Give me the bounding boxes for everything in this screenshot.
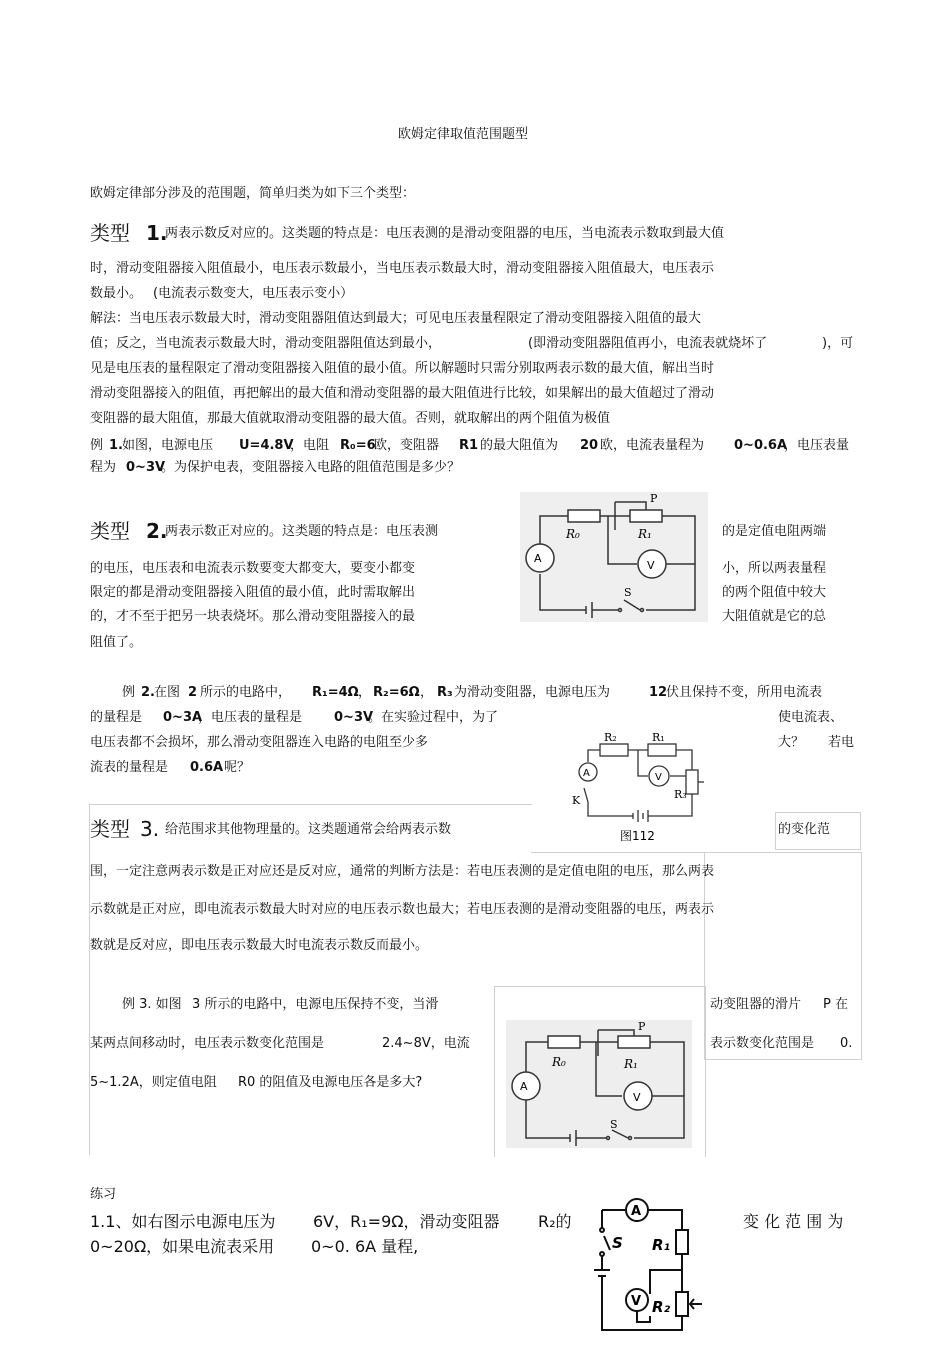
type1-line1: 两表示数反对应的。这类题的特点是：电压表测的是滑动变阻器的电压，当电流表示数取到最大值 xyxy=(165,226,725,241)
type1-line6: 见是电压表的量程限定了滑动变阻器接入阻值的最小值。所以解题时只需分别取两表示数的最大值，解出当时 xyxy=(90,361,715,376)
type1-ex2-a: 程为 xyxy=(90,460,117,475)
practice-line1b: 6V，R₁=9Ω，滑动变阻器 xyxy=(313,1212,500,1231)
type2-ex-l: 12 xyxy=(649,685,668,700)
type1-line3b: (电流表示数变大，电压表示变小） xyxy=(153,286,354,301)
type3-ex1a: 例 3. 如图 xyxy=(122,997,182,1012)
type2-line4b: 大阻值就是它的总 xyxy=(722,609,827,624)
type2-label: 类型 xyxy=(90,519,130,543)
type2-ex2-b: 0~3A xyxy=(163,710,203,725)
type2-line5: 阻值了。 xyxy=(90,635,143,650)
type2-ex-d: 2 xyxy=(188,685,198,700)
type1-ex-b: 1. xyxy=(109,438,123,453)
fig2-switch-label: K xyxy=(572,794,581,807)
fig3-p-label: P xyxy=(638,1020,646,1033)
type1-ex-e: ，电阻 xyxy=(290,438,330,453)
type1-ex-h: R1 xyxy=(459,438,479,453)
type2-line2b: 小，所以两表量程 xyxy=(722,561,827,576)
type1-ex-d: U=4.8V xyxy=(239,438,294,453)
type1-ex-a: 例 xyxy=(90,438,104,453)
type1-ex-m: ，电压表量 xyxy=(784,438,850,453)
fig2-ammeter-label: A xyxy=(583,768,590,779)
fig4-ammeter-label: A xyxy=(631,1204,642,1219)
type2-ex4-c: 呢？ xyxy=(224,760,251,775)
type3-line3: 示数就是正对应，即电流表示数最大时对应的电压表示数也最大；若电压表测的是滑动变阻器的电压，两表示 xyxy=(90,902,715,917)
type2-line3b: 的两个阻值中较大 xyxy=(722,585,827,600)
fig1-r0-label: R₀ xyxy=(566,527,580,541)
type1-line2: 时，滑动变阻器接入阻值最小，电压表示数最小，当电压表示数最大时，滑动变阻器接入阻值最大，电压表示 xyxy=(90,261,715,276)
type2-ex3-c: 若电 xyxy=(828,735,855,750)
circuit-figure-1 xyxy=(520,492,708,622)
practice-line1d: 变 化 范 围 为 xyxy=(743,1212,844,1231)
type2-ex4-b: 0.6A xyxy=(190,760,224,775)
type1-ex2-b: 0~3V xyxy=(126,460,166,475)
type3-num: 3. xyxy=(140,817,160,841)
fig4-switch-label: S xyxy=(612,1234,623,1252)
type3-ex3a: 5~1.2A，则定值电阻 xyxy=(90,1075,217,1090)
type1-ex-g: 欧，变阻器 xyxy=(374,438,440,453)
type2-ex3-a: 电压表都不会损坏，那么滑动变阻器连入电路的电阻至少多 xyxy=(90,735,429,750)
practice-line2a: 0~20Ω，如果电流表采用 xyxy=(90,1237,275,1256)
type2-line3a: 限定的都是滑动变阻器接入阻值的最小值，此时需取解出 xyxy=(90,585,416,600)
type3-ex2b: 2.4~8V，电流 xyxy=(382,1036,470,1051)
type2-ex-f: R₁=4Ω xyxy=(312,685,359,700)
type2-ex2-a: 的量程是 xyxy=(90,710,143,725)
type3-line1b: 的变化范 xyxy=(778,822,831,837)
type3-line1a: 给范围求其他物理量的。这类题通常会给两表示数 xyxy=(165,822,452,837)
type3-ex2d: 0. xyxy=(840,1036,853,1051)
fig4-r2-label: R₂ xyxy=(652,1298,671,1316)
fig1-voltmeter-label: V xyxy=(647,559,655,572)
type1-ex-j: 20 xyxy=(580,438,599,453)
type2-line1b: 的是定值电阻两端 xyxy=(722,524,827,539)
type2-ex-h: R₂=6Ω xyxy=(373,685,420,700)
type2-ex-g: ， xyxy=(358,685,372,700)
type3-line4: 数就是反对应，即电压表示数最大时电流表示数反而最小。 xyxy=(90,938,429,953)
type2-num: 2. xyxy=(146,519,168,543)
type2-ex-i: ， xyxy=(420,685,434,700)
type1-ex-c: 如图，电源电压 xyxy=(122,438,214,453)
type2-ex2-d: 0~3V xyxy=(334,710,374,725)
type1-ex-k: 欧，电流表量程为 xyxy=(600,438,705,453)
type2-ex2-c: ，电压表的量程是 xyxy=(198,710,303,725)
circuit-figure-2 xyxy=(568,728,718,846)
practice-line1a: 1.1、如右图示电源电压为 xyxy=(90,1212,276,1231)
fig2-r2-label: R₂ xyxy=(604,731,617,744)
fig1-ammeter-label: A xyxy=(534,552,542,565)
type1-ex-f: R₀=6 xyxy=(340,438,376,453)
type2-line2a: 的电压，电压表和电流表示数要变大都变大，要变小都变 xyxy=(90,561,416,576)
type1-ex-i: 的最大阻值为 xyxy=(480,438,559,453)
fig1-switch-label: S xyxy=(624,586,632,599)
type3-ex1c: 动变阻器的滑片 xyxy=(710,997,802,1012)
type2-ex-k: 为滑动变阻器，电源电压为 xyxy=(454,685,611,700)
type1-line3a: 数最小。 xyxy=(90,286,143,301)
type1-line8: 变阻器的最大阻值，那最大值就取滑动变阻器的最大值。否则，就取解出的两个阻值为极值 xyxy=(90,411,611,426)
type2-ex-c: 在图 xyxy=(154,685,181,700)
type1-line5a: 值；反之，当电流表示数最大时，滑动变阻器阻值达到最小， xyxy=(90,336,442,351)
type2-line4a: 的，才不至于把另一块表烧坏。那么滑动变阻器接入的最 xyxy=(90,609,416,624)
fig1-p-label: P xyxy=(650,492,658,505)
type2-ex-j: R₃ xyxy=(437,685,453,700)
practice-heading: 练习 xyxy=(90,1187,117,1202)
circuit-figure-4 xyxy=(590,1196,720,1336)
type1-line5c: )，可 xyxy=(822,336,854,351)
type1-ex-l: 0~0.6A xyxy=(734,438,788,453)
practice-line1c: R₂的 xyxy=(538,1212,572,1231)
type1-line5b: (即滑动变阻器阻值再小，电流表就烧坏了 xyxy=(528,336,768,351)
type2-ex2-f: 使电流表、 xyxy=(778,710,844,725)
fig4-r1-label: R₁ xyxy=(652,1236,671,1254)
type3-label: 类型 xyxy=(90,817,130,841)
type1-num: 1. xyxy=(146,221,168,245)
type2-ex2-e: 。在实验过程中，为了 xyxy=(368,710,499,725)
fig2-voltmeter-label: V xyxy=(655,772,662,783)
type2-ex4-a: 流表的量程是 xyxy=(90,760,169,775)
type2-ex-e: 所示的电路中， xyxy=(200,685,292,700)
practice-line2b: 0~0. 6A 量程, xyxy=(311,1237,419,1256)
fig3-r1-label: R₁ xyxy=(624,1057,638,1071)
type2-ex-b: 2. xyxy=(141,685,155,700)
intro-text: 欧姆定律部分涉及的范围题，简单归类为如下三个类型： xyxy=(90,186,416,201)
type2-ex-m: 伏且保持不变，所用电流表 xyxy=(666,685,823,700)
fig3-ammeter-label: A xyxy=(520,1080,528,1093)
type2-line1a: 两表示数正对应的。这类题的特点是：电压表测 xyxy=(165,524,439,539)
fig1-r1-label: R₁ xyxy=(638,527,652,541)
type1-line4: 解法：当电压表示数最大时，滑动变阻器阻值达到最大；可见电压表量程限定了滑动变阻器接入阻值的最大 xyxy=(90,311,702,326)
page-title: 欧姆定律取值范围题型 xyxy=(398,127,529,142)
fig3-voltmeter-label: V xyxy=(633,1091,641,1104)
type3-frame-left xyxy=(89,804,532,1155)
type3-ex3b: R0 的阻值及电源电压各是多大? xyxy=(238,1075,423,1090)
type3-line2: 围，一定注意两表示数是正对应还是反对应，通常的判断方法是：若电压表测的是定值电阻的电压，那么两表 xyxy=(90,864,715,879)
type1-ex2-c: 。为保护电表，变阻器接入电路的阻值范围是多少？ xyxy=(161,460,461,475)
fig4-voltmeter-label: V xyxy=(631,1294,642,1309)
type3-box-right xyxy=(704,852,862,1060)
type2-ex-a: 例 xyxy=(122,685,136,700)
fig2-caption: 图112 xyxy=(620,829,655,843)
circuit-figure-3 xyxy=(506,1020,692,1148)
type3-ex1d: P 在 xyxy=(823,997,848,1012)
type1-label: 类型 xyxy=(90,221,130,245)
type1-line7: 滑动变阻器接入的阻值，再把解出的最大值和滑动变阻器的最大阻值进行比较，如果解出的最大值超过了滑动 xyxy=(90,386,715,401)
type3-ex2c: 表示数变化范围是 xyxy=(710,1036,815,1051)
type3-ex2a: 某两点间移动时，电压表示数变化范围是 xyxy=(90,1036,325,1051)
type2-ex3-b: 大？ xyxy=(778,735,805,750)
fig2-r1-label: R₁ xyxy=(652,731,665,744)
fig3-switch-label: S xyxy=(610,1118,618,1131)
fig2-r3-label: R₃ xyxy=(674,788,687,801)
type3-ex1b: 3 所示的电路中，电源电压保持不变，当滑 xyxy=(192,997,439,1012)
fig3-r0-label: R₀ xyxy=(552,1055,566,1069)
